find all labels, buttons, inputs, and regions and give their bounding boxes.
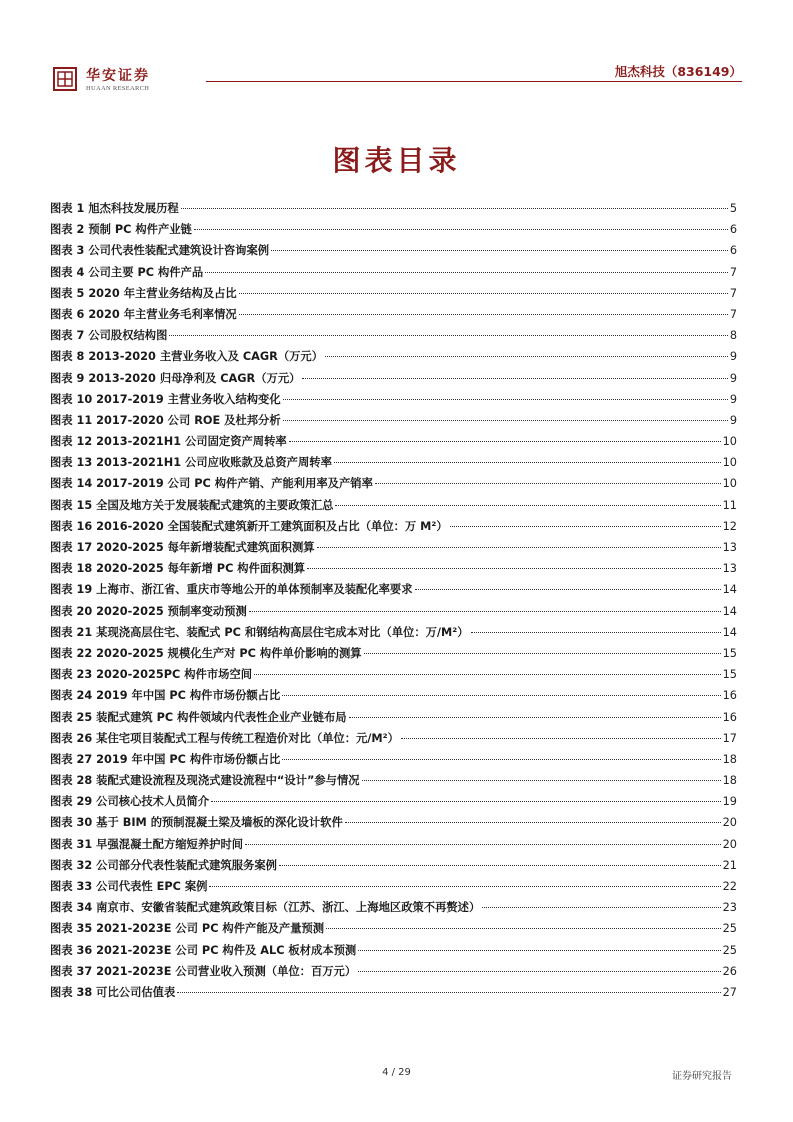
dot-leader [289, 441, 721, 442]
toc-entry-label[interactable]: 图表 12 2013-2021H1 公司固定资产周转率 [50, 435, 287, 449]
toc-entry-label[interactable]: 图表 21 某现浇高层住宅、装配式 PC 和钢结构高层住宅成本对比（单位：万/M²） [50, 625, 469, 639]
toc-entry-page[interactable]: 14 [722, 583, 737, 597]
toc-entry-page[interactable]: 25 [722, 943, 737, 957]
toc-entry-label[interactable]: 图表 25 装配式建筑 PC 构件领域内代表性企业产业链布局 [50, 710, 347, 724]
toc-entry-page[interactable]: 6 [729, 244, 737, 258]
toc-entry-label[interactable]: 图表 37 2021-2023E 公司营业收入预测（单位：百万元） [50, 964, 357, 978]
dot-leader [375, 483, 721, 484]
dot-leader [326, 928, 721, 929]
toc-entry[interactable] [50, 518, 737, 539]
toc-entry-label[interactable]: 图表 24 2019 年中国 PC 构件市场份额占比 [50, 689, 281, 703]
toc-entry-page[interactable]: 9 [729, 350, 737, 364]
toc-entry[interactable] [50, 412, 737, 433]
dot-leader [211, 801, 720, 802]
toc-entry-page[interactable]: 7 [729, 286, 737, 300]
toc-entry[interactable] [50, 836, 737, 857]
toc-entry-label[interactable]: 图表 33 公司代表性 EPC 案例 [50, 880, 208, 893]
toc-entry[interactable] [50, 327, 737, 348]
toc-entry-label[interactable]: 图表 29 公司核心技术人员简介 [50, 795, 210, 809]
dot-leader [401, 738, 721, 739]
dot-leader [307, 568, 721, 569]
dot-leader [358, 950, 720, 951]
dot-leader [254, 674, 721, 675]
toc-entry-label[interactable]: 图表 36 2021-2023E 公司 PC 构件及 ALC 板材成本预测 [50, 943, 357, 957]
dot-leader [271, 250, 728, 251]
toc-entry[interactable] [50, 200, 737, 221]
page-header [50, 62, 742, 96]
toc-entry[interactable] [50, 497, 737, 518]
brand-name: 华安证券 [86, 68, 150, 84]
toc-entry-page[interactable]: 9 [729, 392, 737, 406]
dot-leader [181, 208, 728, 209]
toc-entry-label[interactable]: 图表 23 2020-2025PC 构件市场空间 [50, 668, 253, 682]
toc-entry[interactable] [50, 984, 737, 1005]
toc-entry-page[interactable]: 15 [722, 668, 737, 682]
brand-subtitle: HUAAN RESEARCH [86, 85, 150, 92]
toc-entry-label[interactable]: 图表 11 2017-2020 公司 ROE 及杜邦分析 [50, 413, 281, 427]
toc-entry-page[interactable]: 13 [722, 562, 737, 576]
toc-entry-label[interactable]: 图表 27 2019 年中国 PC 构件市场份额占比 [50, 752, 281, 766]
toc-entry-label[interactable]: 图表 22 2020-2025 规模化生产对 PC 构件单价影响的测算 [50, 646, 362, 660]
toc-entry-label[interactable]: 图表 9 2013-2020 归母净利及 CAGR（万元） [50, 371, 301, 385]
toc-entry-label[interactable]: 图表 30 基于 BIM 的预制混凝土梁及墙板的深化设计软件 [50, 816, 343, 830]
dot-leader [194, 229, 728, 230]
toc-entry-page[interactable]: 13 [722, 541, 737, 554]
toc-entry-page[interactable]: 7 [729, 265, 737, 279]
toc-entry[interactable] [50, 221, 737, 242]
toc-entry[interactable] [50, 772, 737, 793]
report-type: 证券研究报告 [672, 1071, 732, 1082]
toc-entry[interactable] [50, 285, 737, 306]
toc-entry-label[interactable]: 图表 5 2020 年主营业务结构及占比 [50, 286, 237, 300]
dot-leader [279, 865, 721, 866]
toc-entry-page[interactable]: 19 [722, 795, 737, 809]
dot-leader [245, 844, 721, 845]
toc-entry[interactable] [50, 560, 737, 581]
dot-leader [283, 399, 728, 400]
toc-entry-label[interactable]: 图表 10 2017-2019 主营业务收入结构变化 [50, 392, 281, 406]
toc-entry-page[interactable]: 11 [722, 498, 737, 512]
dot-leader [415, 589, 721, 590]
toc-entry[interactable] [50, 878, 737, 899]
toc-entry[interactable] [50, 899, 737, 920]
company-ticker: 旭杰科技（836149） [614, 64, 742, 79]
toc-entry[interactable] [50, 242, 737, 263]
toc-entry-label[interactable]: 图表 3 公司代表性装配式建筑设计咨询案例 [50, 244, 270, 258]
toc-entry-page[interactable]: 23 [722, 901, 737, 915]
toc-entry-label[interactable]: 图表 19 上海市、浙江省、重庆市等地公开的单体预制率及装配化率要求 [50, 583, 413, 597]
toc-entry-page[interactable]: 14 [722, 625, 737, 639]
dot-leader [239, 314, 728, 315]
toc-entry-label[interactable]: 图表 13 2013-2021H1 公司应收账款及总资产周转率 [50, 456, 332, 470]
toc-entry[interactable] [50, 751, 737, 772]
toc-entry-page[interactable]: 5 [729, 202, 737, 215]
toc-entry-label[interactable]: 图表 14 2017-2019 公司 PC 构件产销、产能利用率及产销率 [50, 477, 373, 491]
toc-entry[interactable] [50, 475, 737, 496]
dot-leader [335, 505, 720, 506]
toc-entry[interactable] [50, 264, 737, 285]
dot-leader [334, 462, 721, 463]
toc-entry-label[interactable]: 图表 31 早强混凝土配方缩短养护时间 [50, 837, 244, 851]
toc-entry-page[interactable]: 6 [729, 223, 737, 237]
toc-entry[interactable] [50, 814, 737, 835]
toc-entry-label[interactable]: 图表 8 2013-2020 主营业务收入及 CAGR（万元） [50, 350, 324, 364]
toc-entry[interactable] [50, 603, 737, 624]
toc-entry[interactable] [50, 433, 737, 454]
toc-entry-label[interactable]: 图表 15 全国及地方关于发展装配式建筑的主要政策汇总 [50, 498, 334, 512]
toc-entry-label[interactable]: 图表 34 南京市、安徽省装配式建筑政策目标（江苏、浙江、上海地区政策不再赘述） [50, 901, 481, 915]
toc-entry[interactable] [50, 793, 737, 814]
toc-entry-page[interactable]: 20 [722, 816, 737, 830]
dot-leader [471, 632, 721, 633]
toc-entry[interactable] [50, 306, 737, 327]
dot-leader [317, 547, 721, 548]
toc-entry-page[interactable]: 16 [722, 689, 737, 703]
toc-entry[interactable] [50, 709, 737, 730]
toc-entry[interactable] [50, 370, 737, 391]
toc-entry-page[interactable]: 17 [722, 731, 737, 745]
dot-leader [349, 717, 721, 718]
toc-entry-label[interactable]: 图表 20 2020-2025 预制率变动预测 [50, 604, 247, 618]
toc-entry-page[interactable]: 27 [722, 985, 737, 999]
toc-entry-page[interactable]: 10 [722, 435, 737, 449]
toc-entry-label[interactable]: 图表 35 2021-2023E 公司 PC 构件产能及产量预测 [50, 922, 325, 936]
toc-entry-label[interactable]: 图表 38 可比公司估值表 [50, 985, 176, 999]
toc-entry-label[interactable]: 图表 32 公司部分代表性装配式建筑服务案例 [50, 858, 277, 872]
dot-leader [209, 886, 720, 887]
dot-leader [302, 378, 727, 379]
dot-leader [358, 971, 720, 972]
toc-entry[interactable] [50, 645, 737, 666]
toc-entry[interactable] [50, 581, 737, 602]
dot-leader [283, 420, 728, 421]
dot-leader [205, 272, 728, 273]
toc-entry-label[interactable]: 图表 6 2020 年主营业务毛利率情况 [50, 307, 237, 321]
toc-entry-page[interactable]: 21 [722, 858, 737, 872]
toc-entry-page[interactable]: 16 [722, 710, 737, 724]
dot-leader [345, 822, 721, 823]
toc-entry-page[interactable]: 10 [722, 477, 737, 491]
toc-entry[interactable] [50, 687, 737, 708]
toc-entry-page[interactable]: 10 [722, 456, 737, 470]
dot-leader [239, 293, 728, 294]
toc-entry-label[interactable]: 图表 28 装配式建设流程及现浇式建设流程中“设计”参与情况 [50, 774, 360, 788]
toc-entry-label[interactable]: 图表 16 2016-2020 全国装配式建筑新开工建筑面积及占比（单位：万 M²） [50, 519, 448, 533]
dot-leader [482, 907, 720, 908]
toc-entry-page[interactable]: 14 [722, 604, 737, 618]
toc-entry[interactable] [50, 391, 737, 412]
toc-entry-label[interactable]: 图表 7 公司股权结构图 [50, 329, 168, 343]
dot-leader [364, 653, 721, 654]
toc-entry-page[interactable]: 9 [729, 413, 737, 427]
toc-entry-page[interactable]: 22 [722, 880, 737, 893]
toc-entry[interactable] [50, 348, 737, 369]
toc-entry[interactable] [50, 539, 737, 560]
toc-entry[interactable] [50, 942, 737, 963]
dot-leader [282, 759, 720, 760]
toc-entry-page[interactable]: 25 [722, 922, 737, 936]
toc-entry-page[interactable]: 8 [729, 329, 737, 343]
dot-leader [450, 526, 721, 527]
toc-entry-page[interactable]: 18 [722, 752, 737, 766]
toc-entry[interactable] [50, 666, 737, 687]
dot-leader [177, 992, 720, 993]
dot-leader [169, 335, 727, 336]
toc-entry-page[interactable]: 18 [722, 774, 737, 788]
table-of-figures [50, 200, 737, 1005]
toc-entry-label[interactable]: 图表 1 旭杰科技发展历程 [50, 202, 179, 215]
dot-leader [325, 356, 728, 357]
toc-entry[interactable] [50, 963, 737, 984]
toc-entry-label[interactable]: 图表 4 公司主要 PC 构件产品 [50, 265, 204, 279]
huaan-logo-icon [53, 67, 77, 91]
toc-entry[interactable] [50, 920, 737, 941]
dot-leader [362, 780, 721, 781]
toc-entry-page[interactable]: 9 [729, 371, 737, 385]
toc-entry-label[interactable]: 图表 2 预制 PC 构件产业链 [50, 223, 192, 237]
toc-entry[interactable] [50, 857, 737, 878]
toc-entry-page[interactable]: 12 [722, 519, 737, 533]
toc-entry-page[interactable]: 20 [722, 837, 737, 851]
header-divider [206, 81, 742, 82]
page-number: 4 / 29 [382, 1067, 411, 1078]
toc-entry[interactable] [50, 730, 737, 751]
toc-entry-page[interactable]: 7 [729, 307, 737, 321]
dot-leader [282, 695, 720, 696]
toc-entry[interactable] [50, 624, 737, 645]
toc-entry-page[interactable]: 26 [722, 964, 737, 978]
dot-leader [249, 611, 721, 612]
toc-entry-label[interactable]: 图表 26 某住宅项目装配式工程与传统工程造价对比（单位：元/M²） [50, 731, 399, 745]
page-title: 图表目录 [332, 144, 461, 177]
toc-entry[interactable] [50, 454, 737, 475]
toc-entry-label[interactable]: 图表 18 2020-2025 每年新增 PC 构件面积测算 [50, 562, 306, 576]
toc-entry-label[interactable]: 图表 17 2020-2025 每年新增装配式建筑面积测算 [50, 541, 315, 554]
toc-entry-page[interactable]: 15 [722, 646, 737, 660]
